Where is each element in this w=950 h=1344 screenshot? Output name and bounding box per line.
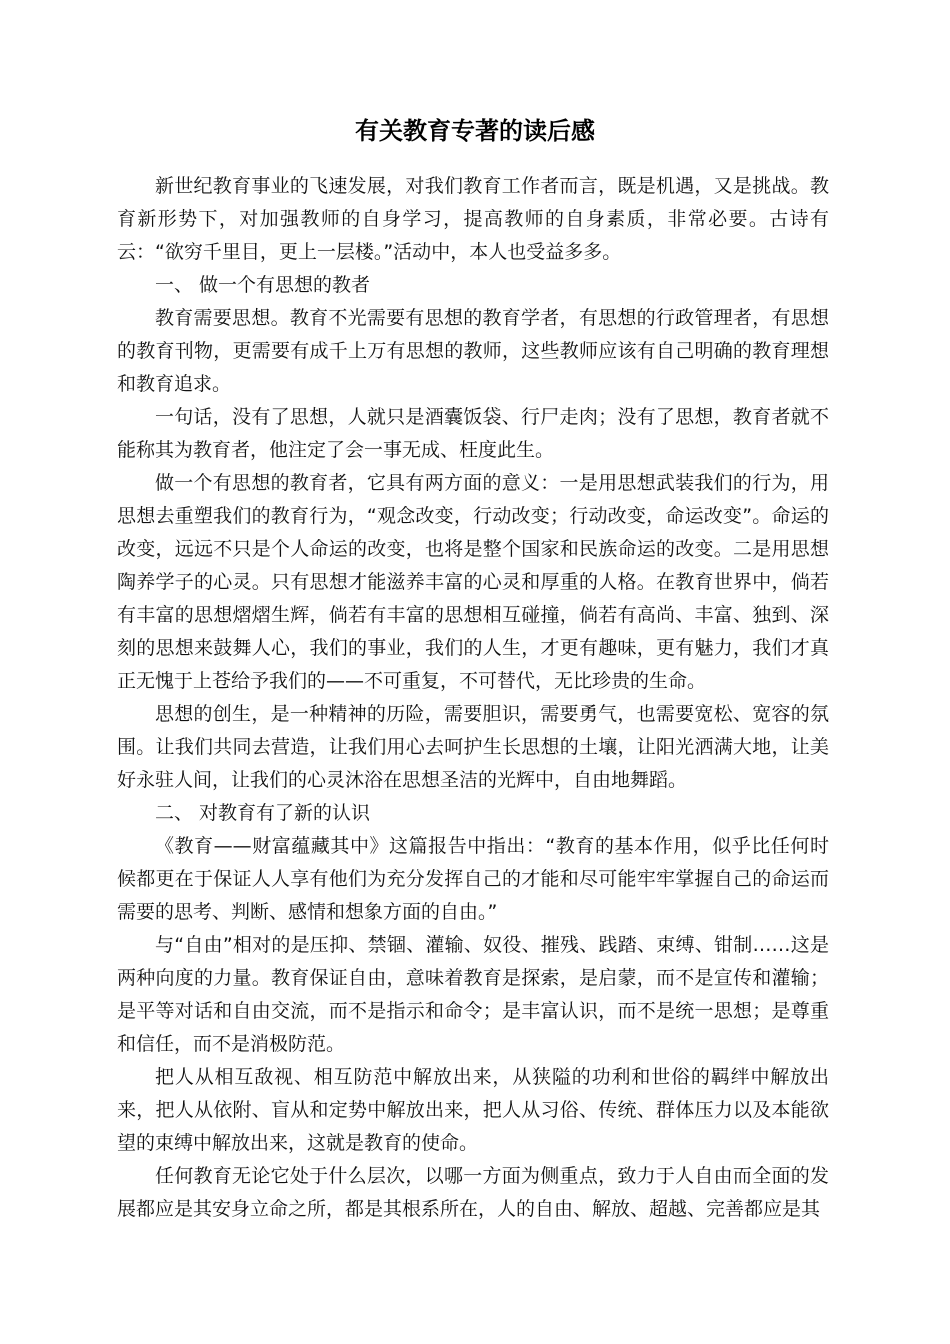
paragraph: 《教育——财富蕴藏其中》这篇报告中指出：“教育的基本作用，似乎比任何时候都更在于保证人人享有他们为充分发挥自己的才能和尽可能牢牢掌握自己的命运而需要的思考、判断、感情和想象方面的自由。” [117,835,829,923]
section-heading-1: 一、 做一个有思想的教者 [155,274,371,296]
paragraph: 一句话，没有了思想，人就只是酒囊饭袋、行尸走肉；没有了思想，教育者就不能称其为教育者，他注定了会一事无成、枉度此生。 [117,406,829,461]
paragraph: 教育需要思想。教育不光需要有思想的教育学者，有思想的行政管理者，有思想的教育刊物，更需要有成千上万有思想的教师，这些教师应该有自己明确的教育理想和教育追求。 [117,307,829,395]
document-title: 有关教育专著的读后感 [355,117,595,145]
paragraph: 与“自由”相对的是压抑、禁锢、灌输、奴役、摧残、践踏、束缚、钳制……这是两种向度的力量。教育保证自由，意味着教育是探索，是启蒙，而不是宣传和灌输；是平等对话和自由交流，而不是指示和命令；是丰富认识，而不是统一思想；是尊重和信任，而不是消极防范。 [117,934,829,1055]
paragraph: 思想的创生，是一种精神的历险，需要胆识，需要勇气，也需要宽松、宽容的氛围。让我们共同去营造，让我们用心去呵护生长思想的土壤，让阳光洒满大地，让美好永驻人间，让我们的心灵沐浴在思想圣洁的光辉中，自由地舞蹈。 [117,703,829,791]
paragraph-intro: 新世纪教育事业的飞速发展，对我们教育工作者而言，既是机遇，又是挑战。教育新形势下，对加强教师的自身学习，提高教师的自身素质，非常必要。古诗有云：“欲穷千里目，更上一层楼。”活动中，本人也受益多多。 [117,175,829,263]
paragraph: 做一个有思想的教育者，它具有两方面的意义：一是用思想武装我们的行为，用思想去重塑我们的教育行为，“观念改变，行动改变；行动改变，命运改变”。命运的改变，远远不只是个人命运的改变，也将是整个国家和民族命运的改变。二是用思想陶养学子的心灵。只有思想才能滋养丰富的心灵和厚重的人格。在教育世界中，倘若有丰富的思想熠熠生辉，倘若有丰富的思想相互碰撞，倘若有高尚、丰富、独到、深刻的思想来鼓舞人心，我们的事业，我们的人生，才更有趣味，更有魅力，我们才真正无愧于上苍给予我们的——不可重复，不可替代，无比珍贵的生命。 [117,472,829,692]
paragraph: 任何教育无论它处于什么层次，以哪一方面为侧重点，致力于人自由而全面的发展都应是其安身立命之所，都是其根系所在，人的自由、解放、超越、完善都应是其 [117,1165,829,1220]
document-body [117,170,829,1226]
section-heading-2: 二、 对教育有了新的认识 [155,802,371,824]
paragraph: 把人从相互敌视、相互防范中解放出来，从狭隘的功利和世俗的羁绊中解放出来，把人从依附、盲从和定势中解放出来，把人从习俗、传统、群体压力以及本能欲望的束缚中解放出来，这就是教育的使命。 [117,1066,829,1154]
